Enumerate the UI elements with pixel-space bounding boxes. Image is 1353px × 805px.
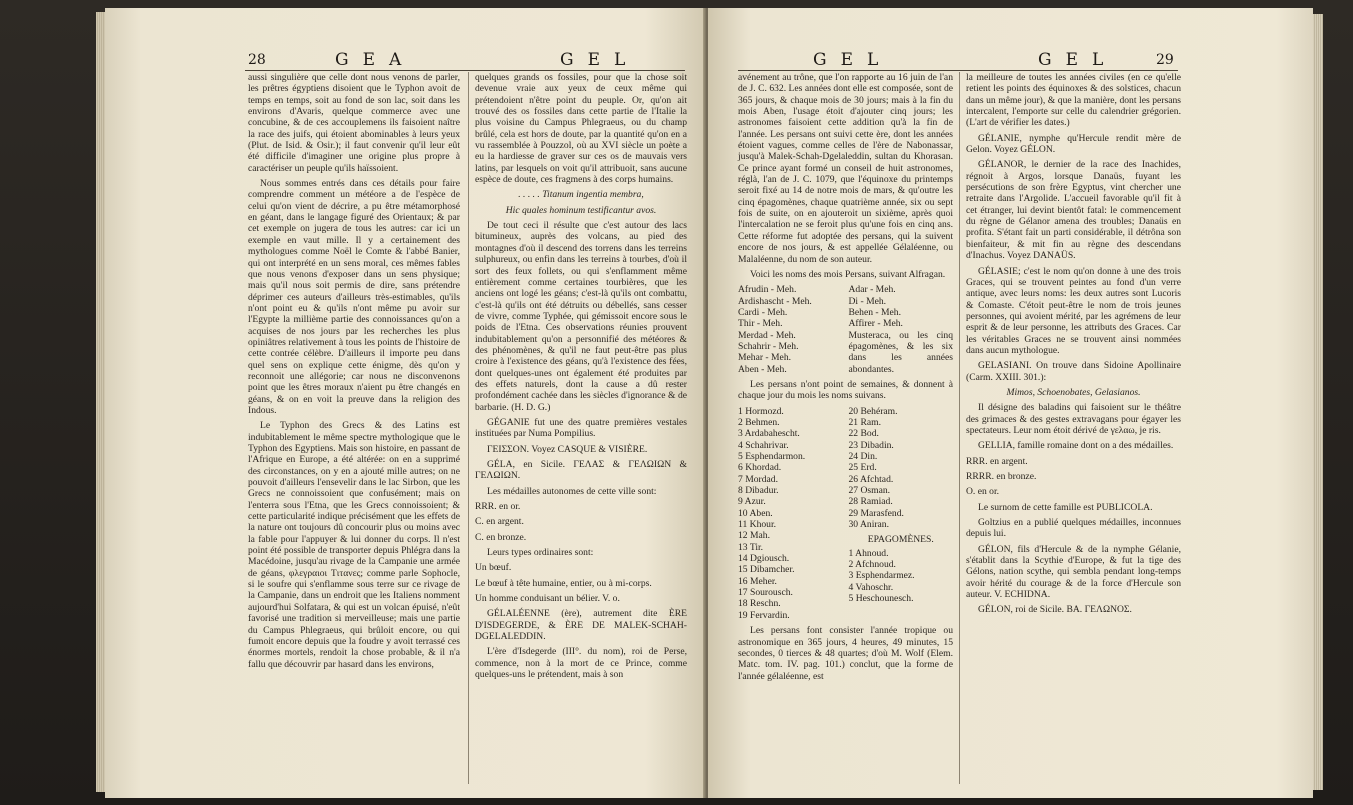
paragraph: Les persans n'ont point de semaines, & donnent à chaque jour du mois les noms suivans. [738,378,953,402]
list-item: 13 Tir. [738,541,764,553]
list-item: C. en bronze. [475,531,527,543]
verse-line: . . . . . Titanum ingentia membra, [518,189,644,201]
list-item: 29 Marasfend. [848,507,904,519]
list-item: 16 Meher. [738,575,777,587]
header-rule [738,70,1178,71]
list-item: Behen - Meh. [848,306,901,318]
list-item: O. en or. [966,486,1000,498]
paragraph: avénement au trône, que l'on rapporte au 16 juin de l'an de J. C. 632. Les années dont elle est composée, sont de 365 jours, & chaque mois de 30 jours; mais à la fin du mois Aben, l'usage étoit d'ajouter cinq jours; les astronomes faisoient cette addition qu'à la fin de l'année. Les persans ont suivi cette ère, dont les années étoient vagues, comme celles de l'ère de Nabonassar, jusqu'à Malek-Schah-Dgelaleddin, sultan du Khorasan. Ce prince ayant formé un conseil de huit astronomes, réglà, l'an de J. C. 1079, que l'équinoxe du printemps seroit fixé au 14 de notre mois de mars, & qu'outre les cinq épagomènes, chaque quatrième année, six ou sept fois de suite, on en ajouteroit un sixième, après quoi l'intercalation ne se feroit plus qu'une fois en cinq ans. Cette réforme fut adoptée des persans, qui la suivent encore de nos jours, & est appellée Gélaléenne, ou Malaléenne, du nom de son auteur. [738,72,953,265]
list-item: 20 Behéram. [848,405,898,417]
list-item: Cardi - Meh. [738,306,788,318]
list-item: 17 Sourousch. [738,587,793,599]
entry-gelon-roi: GÉLON, roi de Sicile. ΒΑ. ΓΕΛΩΝΟΣ. [978,604,1132,616]
entry-gelanie: GÉLANIE, nymphe qu'Hercule rendit mère de Gelon. Voyez GÉLON. [966,132,1181,156]
list-item: Afrudin - Meh. [738,284,797,296]
list-item: 7 Mordad. [738,473,778,485]
list-item: Mehar - Meh. [738,352,792,364]
list-item: 23 Dibadin. [848,439,894,451]
right-running-head-left: GEL [813,50,893,70]
left-page [105,8,705,798]
entry-gela: GÉLA, en Sicile. ΓΕΛΑΣ & ΓΕΛΩΙΩΝ & ΓΕΛΩΙΩΝ. [475,459,687,482]
paragraph: quelques grands os fossiles, pour que la chose soit devenue vraie aux yeux de ceux même qui prétendoient n'être point du peuple. Or, qu'on ait trouvé des os fossiles dans cette partie de l'Italie la plus voisine du Campus Phlegraeus, ou du champ brûlé, cela est hors de doute, par la quantité qu'on en a vu rassemblée à Pouzzol, où au XVI siècle un poète a eu la hardiesse de graver sur ces os de mauvais vers latins, par lesquels on voit qu'il attribuoit, sans aucune espèce de doute, ces fragmens à des corps humains. [475,72,687,186]
list-item: 5 Heschounesch. [848,593,914,605]
list-item: 15 Dibamcher. [738,564,795,576]
entry-geisson: ΓΕΙΣΣΟΝ. Voyez CASQUE & VISIÈRE. [487,443,648,455]
list-item: 8 Dibadur. [738,485,779,497]
left-running-head: GEA [335,50,416,70]
entry-gelasie: GÉLASIE; c'est le nom qu'on donne à une des trois Graces, qui se trouvent peintes au fond d'un verre antique, avec leurs noms: les deux autres sont Lucoris & Comaste. C'étoit peut-être le nom de trois jeunes personnes, qui avoient mérité, par les agrémens de leur esprit & de leur personne, les attributs des Graces. Car les véritables Graces ne se trouvent ainsi nommées dans aucun mythologue. [966,265,1181,356]
right-running-head: GEL [1038,50,1118,70]
verse-line: Hic quales hominum testificantur avos. [505,204,657,216]
left-column-2 [475,72,687,685]
left-running-head-right: GEL [560,50,640,70]
list-item: Un homme conduisant un bélier. V. o. [475,593,620,605]
entry-gellia: GELLIA, famille romaine dont on a des médailles. [978,440,1174,452]
list-item: 14 Dgiousch. [738,553,790,565]
list-item: 18 Reschn. [738,598,781,610]
paragraph: Le Typhon des Grecs & des Latins est indubitablement le même spectre mythologique que le Typhon des Egyptiens. Mais son histoire, en passant de l'Afrique en Europe, a été altérée: on en a supprimé des circonstances, on y en a ajouté mille autres; on ne pouvoit d'ailleurs l'ensevelir dans le lac Sirbon, que les Grecs ne connoissoient que confusément; mais on l'enterra sous l'Etna, que les Grecs connoissoient; & cette particularité indique précisément que les effets de la nature ont toujours dû concourir plus ou moins avec la fable pour l'appuyer & lui donner du corps. Il n'est point été possible de transporter depuis Phlégra dans la Macédoine, jusqu'au rivage de la Campanie une armée de géans, φλεγραιοι Tιτανες; comme parle Sophocle, si le soufre qui s'enflamme sous terre sur ce rivage de la Campanie, dans un endroit que les Italiens nomment aujourd'hui Solfatara, & qui est un volcan épuisé, n'eût favorisé une tradition si merveilleuse; mais une partie du Campus Phlegraeus, qui brûloit encore, ou qui fumoit encore depuis que la foudre y avoit terrassé ces énormes mortels, rendoit la chose probable, & il n'a fallu que découvrir par hasard dans les environs, [248,420,460,670]
list-item: 12 Mah. [738,530,770,542]
paragraph: Nous sommes entrés dans ces détails pour faire comprendre comment un météore a de l'espèce de celui qu'on vient de décrire, a pu être métamorphosé en géant, dans le langage figuré des Orientaux; & par cet exemple on jugera de tous les autres: car ici un exemple en vaut mille. Il y a certainement des mythologues comme Noël le Comte & l'abbé Banier, qui ont interprété en un sens moral, ces mêmes fables que nous venons d'exposer dans un sens physique; mais qu'il nous soit permis de dire, sans prétendre déprimer ces auteurs d'ailleurs très-estimables, qu'ils n'ont point eu & qu'ils n'ont même pu avoir sur l'Egypte la millième partie des connoissances qu'on a acquises de nos jours par les recherches les plus opiniâtres relativement à tous les points de l'histoire de cette contrée célèbre. D'ailleurs il importe peu dans quel sens on explique cette énigme, dès qu'on y reconnoit une allégorie; car nous ne disconvenons point que les êtres moraux n'aient pu être changés en géans, & on en voit la preuve dans la religion des Indous. [248,178,460,416]
list-item: 26 Afchtad. [848,473,894,485]
list-item: Thir - Meh. [738,318,783,330]
months-right-list [849,284,954,375]
list-item: RRRR. en bronze. [966,471,1037,482]
list-item: Merdad - Meh. [738,329,796,341]
list-item: 2 Afchnoud. [848,559,896,571]
list-item: 30 Aniran. [848,519,890,531]
epagomenes-title: EPAGOMÈNES. [867,534,934,546]
list-item: 4 Vahoschr. [848,581,894,593]
paragraph: Il désigne des baladins qui faisoient sur le théâtre des grimaces & des gestes extravagans pour égayer les spectateurs. Leur nom étoit dérivé de γελαω, je ris. [966,402,1181,436]
left-page-number: 28 [248,52,266,68]
paragraph: Les médailles autonomes de cette ville sont: [487,485,657,497]
paragraph: Le surnom de cette famille est PUBLICOLA. [978,501,1153,513]
list-item: 11 Khour. [738,519,777,531]
paragraph: Leurs types ordinaires sont: [487,547,594,559]
list-item: 9 Azur. [738,496,766,508]
column-rule [468,72,469,784]
list-item: 1 Hormozd. [738,405,784,417]
verse-line: Mimos, Schoenobates, Gelasianos. [1006,386,1141,398]
left-column-1 [248,72,460,674]
list-item: 24 Din. [848,451,878,462]
list-item: 19 Fervardin. [738,609,790,621]
list-item: 6 Khordad. [738,462,782,474]
list-item: C. en argent. [475,516,524,528]
list-item: Adar - Meh. [848,284,896,296]
list-item: Di - Meh. [848,295,887,307]
list-item: Schahrir - Meh. [738,340,799,352]
list-item: Aben - Meh. [738,363,787,375]
paragraph: L'ère d'Isdegerde (III°. du nom), roi de Perse, commence, non à la mort de ce Prince, comme quelques-uns le prétendent, mais à son [475,646,687,681]
months-table [738,284,953,375]
list-item: RRR. en argent. [966,455,1028,467]
right-page [708,8,1313,798]
list-item: 27 Osman. [848,485,891,497]
list-item: 3 Ardabahescht. [738,428,800,440]
days-right-block [849,406,954,622]
right-column-1 [738,72,953,686]
paragraph: Goltzius en a publié quelques médailles, inconnues depuis lui. [966,517,1181,540]
paragraph: la meilleure de toutes les années civiles (en ce qu'elle retient les points des équinoxes & des solstices, chacun dans un même jour), & que la manière, dont les persans intercalent, l'emporte sur celle du calendrier grégorien. (L'art de vérifier les dates.) [966,72,1181,129]
paragraph: Voici les noms des mois Persans, suivant Alfragan. [750,268,946,280]
paragraph: aussi singulière que celle dont nous venons de parler, les prêtres égyptiens disoient que le Typhon avoit de temps en temps, soit au fond de son lac, soit dans les environs d'Avaris, quelque commerce avec une concubine, & de ces accouplemens ils faisoient naître la race des juifs, qui étoient abominables à leurs yeux (Plut. de Isid. & Osir.); il faut convenir qu'il leur eût été difficile d'imaginer une origine plus propre à caractériser un peuple qu'ils haïssoient. [248,72,460,174]
entry-gegane: GÉGANIE fut une des quatre premières vestales instituées par Numa Pompilius. [475,416,687,440]
list-item: 2 Behmen. [738,416,780,428]
epagomenes-list [849,548,954,605]
right-page-edge [1313,14,1323,790]
days-right-list [849,406,954,531]
list-item: 22 Bod. [848,428,879,440]
right-column-2 [966,72,1181,620]
list-item: Le bœuf à tête humaine, entier, ou à mi-corps. [475,577,652,589]
months-left-list [738,284,843,375]
list-item: 28 Ramiad. [848,496,893,508]
list-item: 21 Ram. [848,416,882,428]
list-item: Affirer - Meh. [848,318,903,330]
list-item: Musteraca, ou les cinq épagomènes, & les six dans les années abondantes. [848,329,953,375]
days-left-list [738,406,843,622]
paragraph: Les persans font consister l'année tropique ou astronomique en 365 jours, 4 heures, 49 minutes, 15 secondes, 0 tierces & 48 quartes; d'où M. Wolf (Elem. Matc. tom. IV. pag. 101.) conclut, que la forme de l'année gélaléenne, est [738,625,953,682]
entry-gelasiani: GELASIANI. On trouve dans Sidoine Apollinaire (Carm. XXIII. 301.): [966,360,1181,383]
list-item: 4 Schahrivar. [738,439,789,451]
list-item: 1 Ahnoud. [848,547,889,559]
entry-gelanor: GÉLANOR, le dernier de la race des Inachides, régnoit à Argos, lorsque Danaüs, fuyant les persécutions de son frère Egyptus, vint chercher une retraite dans l'Argolide. L'accueil favorable qu'il fit à cet étranger, lui devint bientôt fatal: le commencement du règne de Gélanor amena des troubles; Danaüs en profita. S'étant fait un parti considérable, il détrôna son bienfaiteur, & mit fin au règne des descendans d'Inachus. Voyez DANAÜS. [966,159,1181,262]
list-item: Ardishascht - Meh. [738,295,812,307]
days-table [738,406,953,622]
header-rule [245,70,685,71]
entry-gelaleenne: GÉLALÉENNE (ère), autrement dite ÈRE D'ISDEGERDE, & ÈRE DE MALEK-SCHAH-DGELALEDDIN. [475,608,687,643]
right-page-number: 29 [1156,52,1174,68]
list-item: 5 Esphendarmon. [738,451,806,462]
list-item: Un bœuf. [475,562,512,574]
paragraph: De tout ceci il résulte que c'est autour des lacs bitumineux, auprès des volcans, au pied des montagnes d'où il descend des torrens dans les terreins sulphureux, ou enfin dans les terreins à tourbes, d'où il sort des feux follets, ou qui s'enflamment même entièrement comme certaines tourbières, que les anciens ont logé les géans; c'est-là qu'ils ont combattu, c'est-là qu'ils ont été détruits ou débellés, sans cesser de vivre, comme Typhée, qui gémissoit encore sous le poids de l'Etna. Ces observations réunies prouvent indubitablement qu'on a personnifié des météores & des phénomènes, & qu'il ne faut peut-être pas plus croire à l'existence des géans, qu'à l'existence des fées, dont quelques-unes ont également été produites par des effets naturels, dont la cause a dû rester profondément cachée dans les siècles d'ignorance & de barbarie. (H. D. G.) [475,220,687,413]
list-item: RRR. en or. [475,501,521,513]
list-item: 3 Esphendarmez. [848,570,915,582]
entry-gelon: GÉLON, fils d'Hercule & de la nymphe Gélanie, s'établit dans la Scythie d'Europe, & fut la tige des Gélons, nation scythe, qui sembla pendant long-temps avoir hérité du courage & de la force d'Hercule son auteur. V. ECHIDNA. [966,543,1181,601]
column-rule [959,72,960,784]
list-item: 25 Erd. [848,462,877,474]
list-item: 10 Aben. [738,507,773,519]
